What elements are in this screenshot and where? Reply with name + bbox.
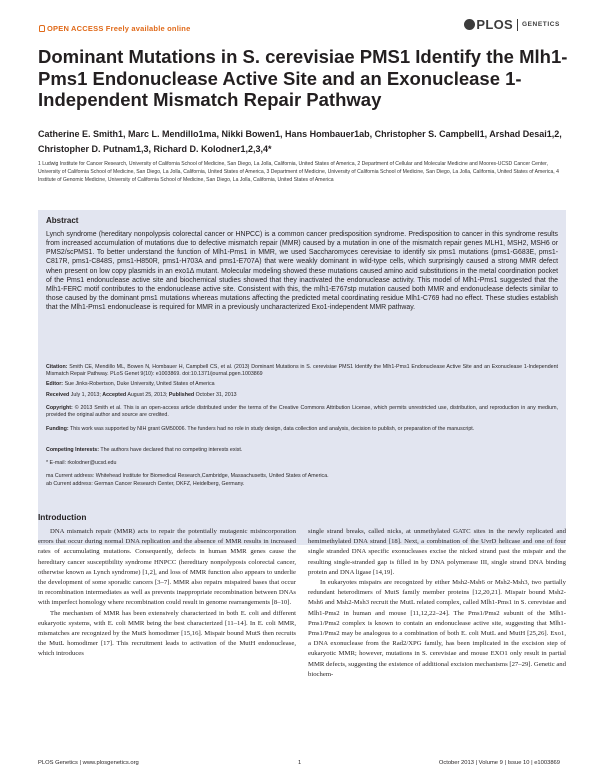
journal-logo bbox=[464, 17, 560, 32]
logo-divider bbox=[517, 19, 518, 31]
journal-section: GENETICS bbox=[521, 21, 560, 28]
introduction-heading: Introduction bbox=[38, 512, 87, 522]
abstract-text: Lynch syndrome (hereditary nonpolypsis colorectal cancer or HNPCC) is a common cancer predisposition syndrome. Predisposition to cancer in this syndrome results from increased accumulation of mutations due to defective mismatch repair (MMR) caused by a mutation in one of the mismatch repair genes MLH1, MSH2, MSH6 or PMS2/scPMS1. To better understand the function of Mlh1-Pms1 in MMR, we used Saccharomyces cerevisiae to identify six pms1 mutations (pms1-G683E, pms1-C817R, pms1-C848S, pms1-H850R, pms1-H703A and pms1-E707A) that were weakly dominant in wild-type cells, which surprisingly caused a strong MMR defect when present on low copy plasmids in an exo1Δ mutant. Molecular modeling showed these mutations caused amino acid substitutions in the metal coordination pocket of the Pms1 endonuclease active site and biochemical studies showed that they inactivated the endonuclease activity. This model of Mlh1-Pms1 suggested that the Mlh1-FERC motif contributes to the endonuclease active site. Consistent with this, the mlh1-E767stp mutation caused both MMR and endonuclease defects similar to those caused by the dominant pms1 mutations whereas mutations affecting the predicted metal coordinating residue Mlh1-C769 had no effect. These studies establish that the Mlh1-Pms1 endonuclease is required for MMR in a previously uncharacterized Exo1-independent MMR pathway. bbox=[46, 231, 558, 312]
abstract-heading: Abstract bbox=[46, 216, 79, 225]
abstract-box bbox=[38, 210, 566, 545]
competing-interests: Competing Interests: The authors have declared that no competing interests exist. bbox=[46, 447, 243, 453]
current-address-b: ab Current address: German Cancer Research Center, DKFZ, Heidelberg, Germany. bbox=[46, 481, 245, 487]
copyright: Copyright: © 2013 Smith et al. This is an open-access article distributed under the terms of the Creative Commons Attribution License, which permits unrestricted use, distribution, and reproduction in any medium, provided the original author and source are credited. bbox=[46, 405, 558, 419]
paragraph: single strand breaks, called nicks, at unmethylated GATC sites in the newly replicated and hemimethylated DNA strand [18]. Next, a combination of the UvrD helicase and one of four single stranded DNA specific exonucleases excise the nicked strand past the mispair and the resulting single-stranded gap is filled in by DNA polymerase III, single strand DNA binding protein and DNA ligase [14,19]. bbox=[308, 528, 566, 576]
journal-logo-text: PLOS bbox=[476, 17, 513, 32]
left-column bbox=[38, 527, 296, 660]
right-column bbox=[308, 527, 566, 680]
editor: Editor: Sue Jinks-Robertson, Duke University, United States of America bbox=[46, 381, 215, 387]
page-number: 1 bbox=[298, 760, 302, 766]
citation: Citation: Smith CE, Mendillo ML, Bowen N, Hombauer H, Campbell CS, et al. (2013) Dominant Mutations in S. cerevisiae PMS1 Identify the Mlh1-Pms1 Endonuclease Active Site and an Exonuclease 1-Independent Mismatch Repair Pathway. PLoS Genet 9(10): e1003869. doi:10.1371/journal.pgen.1003869 bbox=[46, 364, 558, 378]
footer-journal: PLOS Genetics | www.plosgenetics.org bbox=[38, 760, 139, 766]
history-dates: Received July 1, 2013; Accepted August 25, 2013; Published October 31, 2013 bbox=[46, 392, 237, 398]
email: * E-mail: rkolodner@ucsd.edu bbox=[46, 460, 117, 466]
plos-mark-icon bbox=[464, 19, 475, 30]
funding: Funding: This work was supported by NIH grant GM50006. The funders had no role in study design, data collection and analysis, decision to publish, or preparation of the manuscript. bbox=[46, 426, 475, 432]
paragraph: DNA mismatch repair (MMR) acts to repair the potentially mutagenic misincorporation errors that occur during normal DNA replication and the absence of MMR results in increased rates of accumulating mutations. Consequently, defects in human MMR genes cause the hereditary cancer susceptibility syndrome HNPCC (hereditary nonpolyposis colorectal cancer, otherwise known as Lynch syndrome) [1,2], and loss of MMR function also appears to underlie the development of some sporadic cancers [3–7]. MMR also repairs mispaired bases that occur in recombination intermediates as well as prevents inappropriate recombination between DNAs with imperfect homology where recombination could result in genome rearrangements [8–10]. bbox=[38, 528, 296, 607]
current-address-a: ma Current address: Whitehead Institute for Biomedical Research,Cambridge, Massachusetts, United States of America. bbox=[46, 473, 329, 479]
article-title: Dominant Mutations in S. cerevisiae PMS1 Identify the Mlh1-Pms1 Endonuclease Active Site and an Exonuclease 1-Independent Mismatch Repair Pathway bbox=[38, 46, 568, 110]
open-access-banner bbox=[38, 24, 190, 33]
paragraph: In eukaryotes mispairs are recognized by either Msh2-Msh6 or Msh2-Msh3, two partially redundant heterodimers of MutS family member proteins [12,20,21]. Mispair bound Msh2-Msh6 and Msh2-Msh3 recruit the MutL related complex, called Mlh1-Pms1 in S. cerevisiae and Mlh1-Pms2 in human and mouse [11,12,22–24]. The Pms1/Pms2 subunit of the Mlh1-Pms1/Pms2 complex is known to contain an endonuclease active site, suggesting that Mlh1-Pms1/Pms2 may be analogous to a combination of both E. coli MutL and MutH [25,26]. Exo1, a DNA exonuclease from the Rad2/XPG family, has been implicated in the excision step of eukaryotic MMR; however, mutations in S. cerevisiae and mouse EXO1 only result in partial MMR defects, suggesting the existence of additional excision mechanisms [27–29]. Genetic and biochem- bbox=[308, 579, 566, 678]
author-list: Catherine E. Smith1, Marc L. Mendillo1ma, Nikki Bowen1, Hans Hombauer1ab, Christopher S. Campbell1, Arshad Desai1,2, Christopher D. Putnam1,3, Richard D. Kolodner1,2,3,4* bbox=[38, 129, 562, 154]
paragraph: The mechanism of MMR has been extensively characterized in both E. coli and different eukaryotic systems, with E. coli MMR being the best characterized [11–14]. In E. coli MMR, mismatches are recognized by the MutS homodimer [15,16]. Mispair bound MutS then recruits the MutL homodimer [17]. This recruitment leads to activation of the MutH endonuclease, which introduces bbox=[38, 609, 296, 658]
open-lock-icon bbox=[39, 25, 45, 32]
affiliations: 1 Ludwig Institute for Cancer Research, University of California School of Medicine, San Diego, La Jolla, California, United States of America, 2 Department of Cellular and Molecular Medicine and Moores-UCSD Cancer Center, University of California School of Medicine, San Diego, La Jolla, California, United States of America, 3 Department of Medicine, University of California School of Medicine, San Diego, La Jolla, California, United States of America, 4 Institute of Genomic Medicine, University of California School of Medicine, San Diego, La Jolla, California, United States of America bbox=[38, 161, 559, 184]
footer-issue: October 2013 | Volume 9 | Issue 10 | e1003869 bbox=[438, 760, 560, 766]
open-access-text: OPEN ACCESS Freely available online bbox=[47, 24, 191, 33]
